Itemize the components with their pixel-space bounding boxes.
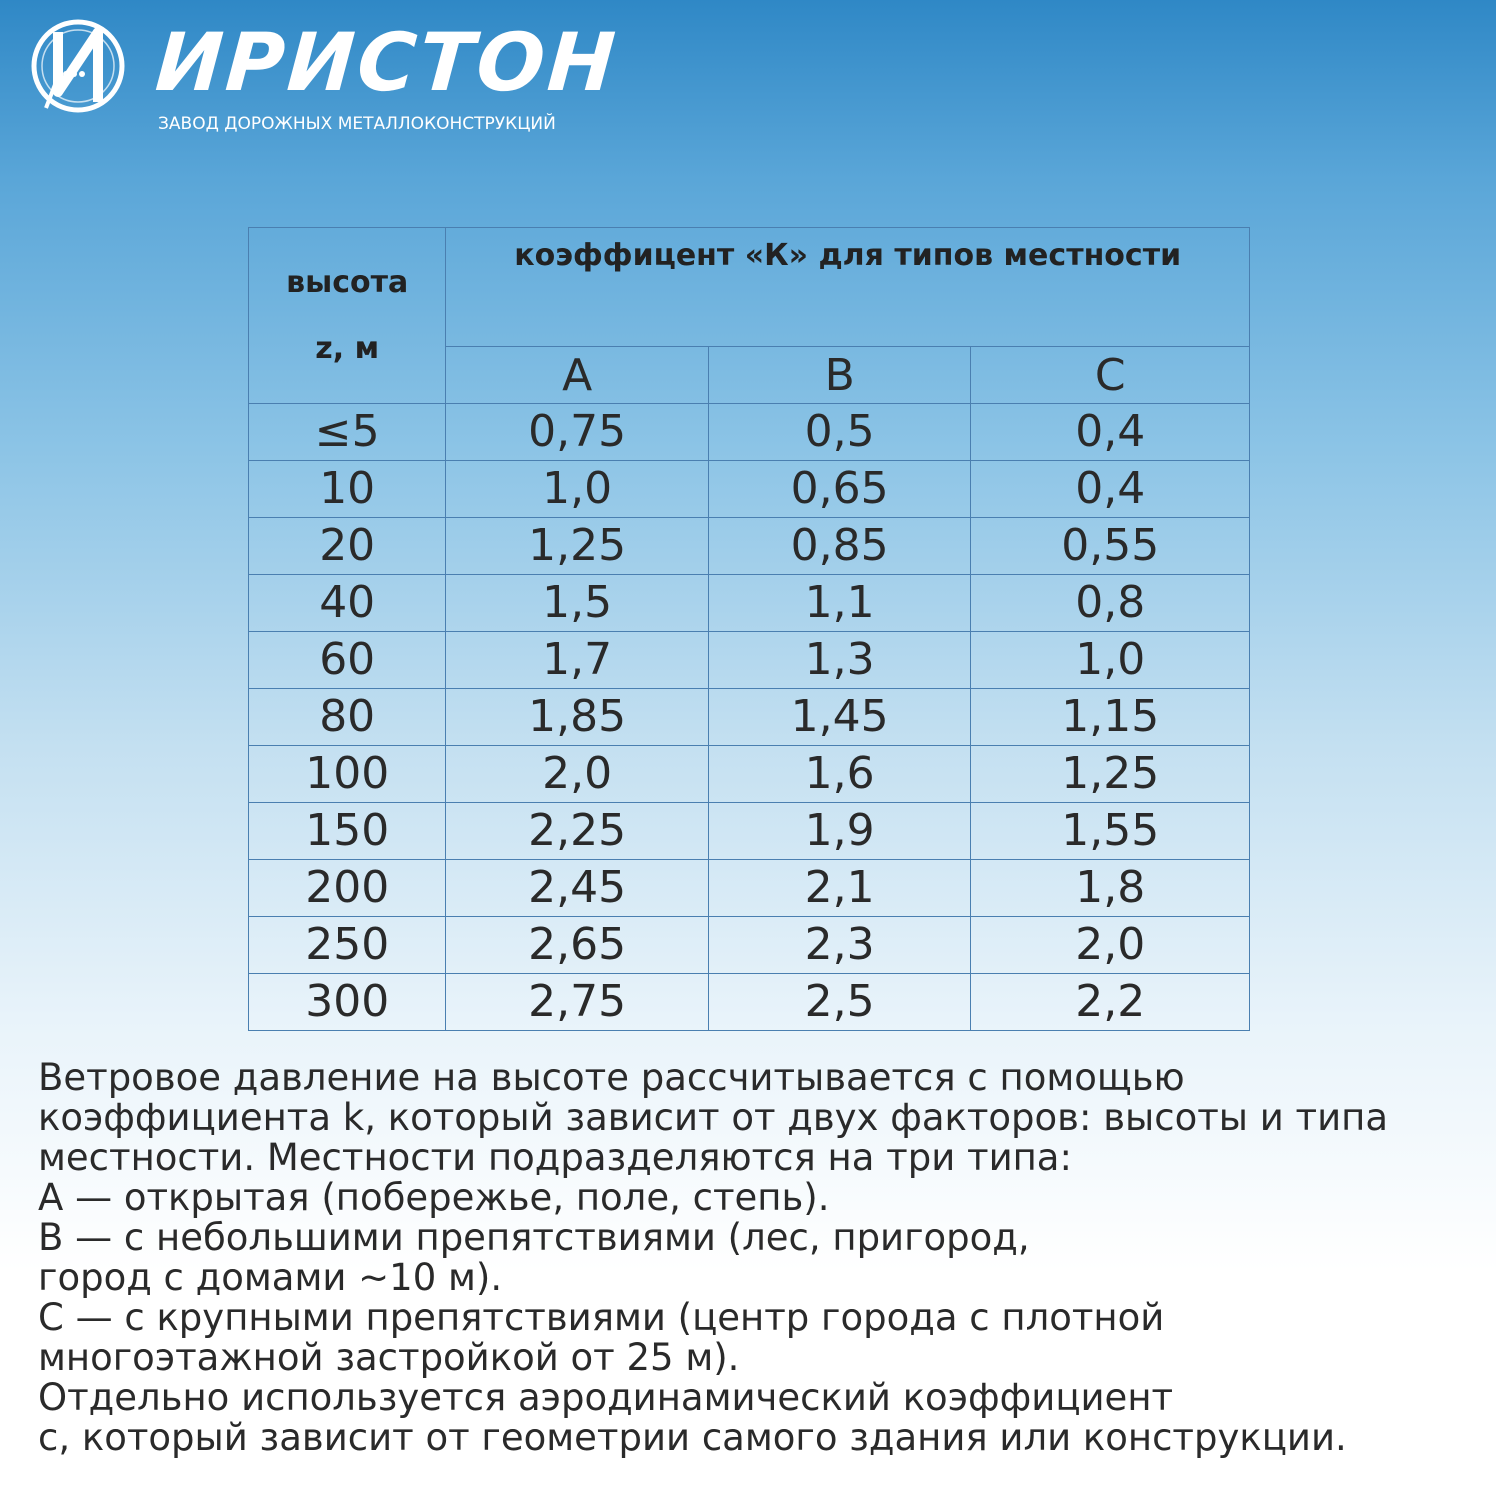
- cell-terrain-a: 1,25: [446, 518, 709, 575]
- cell-terrain-a: 0,75: [446, 404, 709, 461]
- cell-height: 200: [249, 860, 446, 917]
- cell-terrain-b: 2,5: [708, 974, 971, 1031]
- description-line: коэффициента k, который зависит от двух факторов: высоты и типа: [38, 1096, 1389, 1139]
- cell-height: 80: [249, 689, 446, 746]
- cell-terrain-a: 1,5: [446, 575, 709, 632]
- cell-terrain-c: 1,25: [971, 746, 1250, 803]
- cell-terrain-a: 2,45: [446, 860, 709, 917]
- cell-height: 40: [249, 575, 446, 632]
- cell-terrain-c: 0,4: [971, 404, 1250, 461]
- cell-height: 10: [249, 461, 446, 518]
- cell-terrain-b: 1,9: [708, 803, 971, 860]
- cell-terrain-b: 2,1: [708, 860, 971, 917]
- header-height: [249, 228, 446, 404]
- table-row: [249, 404, 1250, 461]
- cell-terrain-b: 0,85: [708, 518, 971, 575]
- cell-terrain-b: 0,65: [708, 461, 971, 518]
- description-line: многоэтажной застройкой от 25 м).: [38, 1336, 740, 1379]
- cell-terrain-b: 1,1: [708, 575, 971, 632]
- cell-height: 250: [249, 917, 446, 974]
- table-row: [249, 917, 1250, 974]
- cell-terrain-a: 1,0: [446, 461, 709, 518]
- brand-tagline: ЗАВОД ДОРОЖНЫХ МЕТАЛЛОКОНСТРУКЦИЙ: [158, 114, 556, 134]
- cell-terrain-b: 0,5: [708, 404, 971, 461]
- header-terrain-b: B: [708, 347, 971, 404]
- header-coefficient: коэффицент «К» для типов местности: [446, 228, 1250, 347]
- description-line: с, который зависит от геометрии самого здания или конструкции.: [38, 1416, 1347, 1459]
- cell-terrain-a: 2,0: [446, 746, 709, 803]
- cell-terrain-c: 0,4: [971, 461, 1250, 518]
- cell-terrain-c: 1,15: [971, 689, 1250, 746]
- description-line: Отдельно используется аэродинамический коэффициент: [38, 1376, 1174, 1419]
- cell-terrain-c: 0,55: [971, 518, 1250, 575]
- table-row: [249, 689, 1250, 746]
- cell-height: 300: [249, 974, 446, 1031]
- cell-height: 60: [249, 632, 446, 689]
- description-line: С — с крупными препятствиями (центр города с плотной: [38, 1296, 1165, 1339]
- cell-height: ≤5: [249, 404, 446, 461]
- header-terrain-c: C: [971, 347, 1250, 404]
- cell-terrain-a: 1,7: [446, 632, 709, 689]
- cell-terrain-b: 1,3: [708, 632, 971, 689]
- table-row: [249, 803, 1250, 860]
- cell-terrain-b: 1,6: [708, 746, 971, 803]
- cell-terrain-a: 2,25: [446, 803, 709, 860]
- table-row: [249, 860, 1250, 917]
- cell-terrain-b: 2,3: [708, 917, 971, 974]
- table-row: [249, 461, 1250, 518]
- cell-terrain-c: 2,0: [971, 917, 1250, 974]
- cell-height: 20: [249, 518, 446, 575]
- table-row: [249, 518, 1250, 575]
- description-line: Ветровое давление на высоте рассчитывается с помощью: [38, 1056, 1185, 1099]
- description-text: [38, 1058, 1468, 1458]
- iriston-logo-emblem: [28, 12, 128, 120]
- cell-terrain-c: 1,55: [971, 803, 1250, 860]
- cell-terrain-c: 1,8: [971, 860, 1250, 917]
- header-height-label: высота: [286, 264, 409, 300]
- cell-terrain-a: 2,65: [446, 917, 709, 974]
- cell-height: 100: [249, 746, 446, 803]
- table-row: [249, 746, 1250, 803]
- table-body: [249, 404, 1250, 1031]
- header-terrain-a: A: [446, 347, 709, 404]
- table-row: [249, 575, 1250, 632]
- cell-terrain-c: 0,8: [971, 575, 1250, 632]
- cell-terrain-c: 1,0: [971, 632, 1250, 689]
- cell-terrain-a: 1,85: [446, 689, 709, 746]
- description-line: город с домами ~10 м).: [38, 1256, 503, 1299]
- brand-name: ИРИСТОН: [152, 16, 622, 109]
- cell-height: 150: [249, 803, 446, 860]
- description-line: В — с небольшими препятствиями (лес, пригород,: [38, 1216, 1030, 1259]
- table-row: [249, 632, 1250, 689]
- description-line: А — открытая (побережье, поле, степь).: [38, 1176, 830, 1219]
- cell-terrain-c: 2,2: [971, 974, 1250, 1031]
- cell-terrain-b: 1,45: [708, 689, 971, 746]
- cell-terrain-a: 2,75: [446, 974, 709, 1031]
- description-line: местности. Местности подразделяются на три типа:: [38, 1136, 1072, 1179]
- table-row: [249, 974, 1250, 1031]
- k-coefficient-table: [248, 227, 1250, 1031]
- header-height-unit: z, м: [315, 330, 380, 366]
